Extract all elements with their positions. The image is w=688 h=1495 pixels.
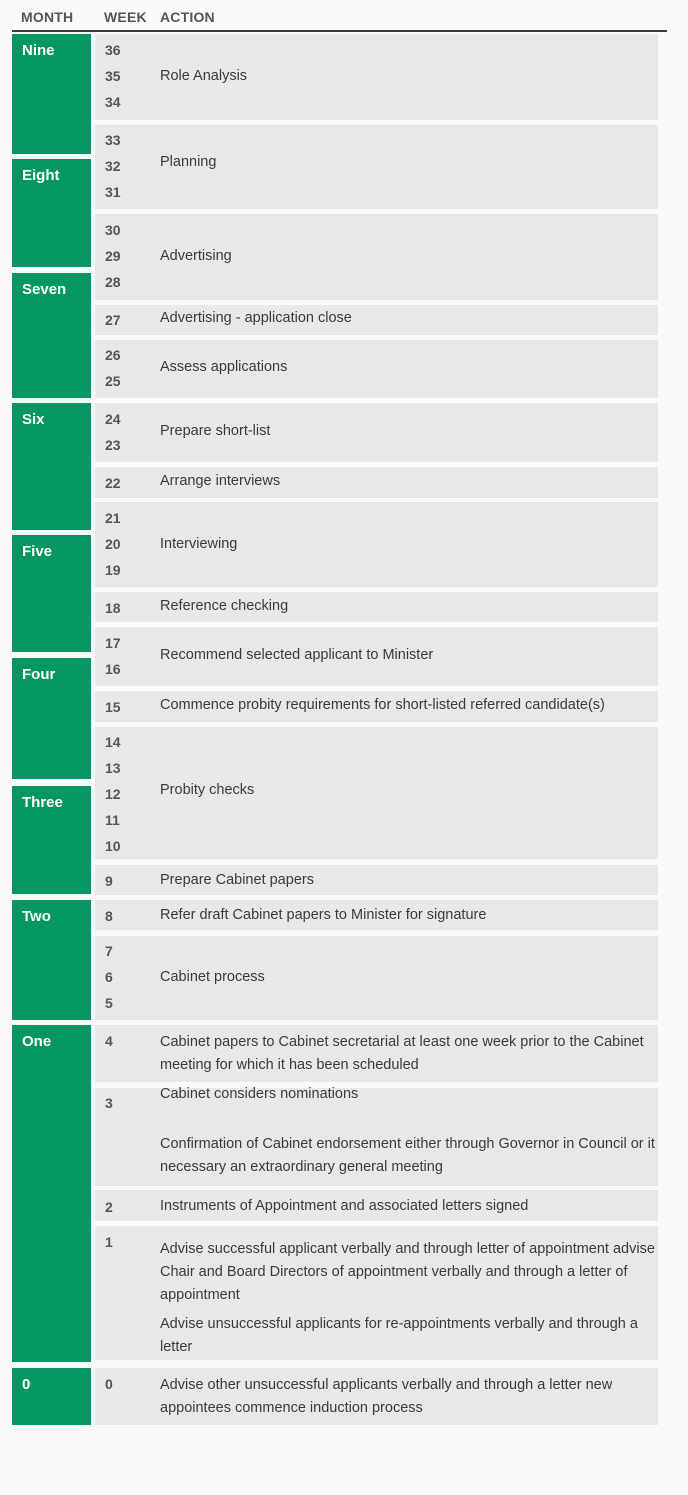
month-label: Two — [22, 908, 51, 925]
week-number: 15 — [105, 699, 121, 715]
action-text: Refer draft Cabinet papers to Minister for signature — [160, 907, 487, 923]
week-number: 28 — [105, 274, 121, 290]
week-number: 19 — [105, 562, 121, 578]
action-text: Cabinet considers nominations — [160, 1086, 359, 1102]
week-number: 22 — [105, 475, 121, 491]
table-row — [95, 900, 658, 930]
week-number: 1 — [105, 1234, 113, 1250]
table-row — [95, 1190, 658, 1221]
week-number: 9 — [105, 873, 113, 889]
week-number: 29 — [105, 248, 121, 264]
week-number: 25 — [105, 373, 121, 389]
action-text: Advise other unsuccessful applicants verbally and through a letter new appointees commence induction process — [160, 1377, 613, 1416]
table-row — [95, 305, 658, 335]
week-column-header: WEEK — [104, 9, 147, 25]
action-text: Confirmation of Cabinet endorsement either through Governor in Council or it necessary an extraordinary general meeting — [160, 1136, 655, 1175]
week-number: 3 — [105, 1095, 113, 1111]
month-block — [12, 900, 91, 1020]
week-number: 18 — [105, 600, 121, 616]
table-row — [95, 34, 658, 120]
table-row — [95, 865, 658, 895]
month-block — [12, 403, 91, 530]
month-label: One — [22, 1033, 52, 1050]
table-row — [95, 1088, 658, 1186]
month-block — [12, 159, 91, 267]
table-row — [95, 502, 658, 587]
table-row — [95, 403, 658, 462]
month-block — [12, 786, 91, 894]
action-text: Role Analysis — [160, 68, 248, 84]
week-number: 34 — [105, 94, 121, 110]
action-text: Instruments of Appointment and associated letters signed — [160, 1198, 529, 1214]
week-number: 0 — [105, 1376, 113, 1392]
action-text: Advise successful applicant verbally and through letter of appointment advise Chair and Board Directors of appointment verbally and through a letter of appointment — [160, 1241, 655, 1303]
month-block — [12, 34, 91, 154]
month-block — [12, 273, 91, 398]
action-text: Prepare short-list — [160, 423, 271, 439]
week-number: 21 — [105, 510, 121, 526]
week-number: 17 — [105, 635, 121, 651]
action-text: Cabinet process — [160, 969, 265, 985]
week-number: 14 — [105, 734, 121, 750]
header-divider — [12, 30, 667, 32]
week-number: 16 — [105, 661, 121, 677]
action-text: Advertising - application close — [160, 310, 352, 326]
month-label: Three — [22, 794, 63, 811]
action-text: Commence probity requirements for short-listed referred candidate(s) — [160, 697, 605, 713]
week-number: 10 — [105, 838, 121, 854]
month-label: Six — [22, 411, 45, 428]
week-number: 24 — [105, 411, 121, 427]
table-row — [95, 467, 658, 498]
week-number: 27 — [105, 312, 121, 328]
week-number: 8 — [105, 908, 113, 924]
table-row — [95, 1368, 658, 1425]
table-row — [95, 936, 658, 1020]
month-label: Seven — [22, 281, 67, 298]
table-row — [95, 627, 658, 686]
action-text: Planning — [160, 154, 217, 170]
month-block — [12, 1368, 91, 1425]
month-column-header: MONTH — [21, 9, 74, 25]
month-block — [12, 658, 91, 779]
table-row — [95, 1025, 658, 1082]
table-row — [95, 340, 658, 398]
week-number: 4 — [105, 1033, 113, 1049]
week-number: 7 — [105, 943, 113, 959]
week-number: 31 — [105, 184, 121, 200]
week-number: 23 — [105, 437, 121, 453]
week-number: 6 — [105, 969, 113, 985]
table-row — [95, 691, 658, 722]
week-number: 11 — [105, 812, 120, 828]
action-text: Reference checking — [160, 598, 289, 614]
week-number: 12 — [105, 786, 121, 802]
action-text: Recommend selected applicant to Minister — [160, 647, 434, 663]
table-row — [95, 125, 658, 209]
week-number: 26 — [105, 347, 121, 363]
month-block — [12, 1025, 91, 1362]
month-label: 0 — [22, 1376, 31, 1393]
table-row — [95, 214, 658, 300]
action-column-header: ACTION — [160, 9, 215, 25]
table-row — [95, 1226, 658, 1360]
table-row — [95, 592, 658, 622]
action-text: Arrange interviews — [160, 473, 281, 489]
week-number: 33 — [105, 132, 121, 148]
week-number: 35 — [105, 68, 121, 84]
action-text: Probity checks — [160, 782, 255, 798]
action-text: Advertising — [160, 248, 232, 264]
action-text: Interviewing — [160, 536, 238, 552]
action-text: Prepare Cabinet papers — [160, 872, 314, 888]
week-number: 20 — [105, 536, 121, 552]
month-label: Four — [22, 666, 56, 683]
week-number: 2 — [105, 1199, 113, 1215]
month-label: Eight — [22, 167, 60, 184]
week-number: 5 — [105, 995, 113, 1011]
week-number: 13 — [105, 760, 121, 776]
action-text: Assess applications — [160, 359, 288, 375]
month-label: Five — [22, 543, 53, 560]
week-number: 30 — [105, 222, 121, 238]
week-number: 36 — [105, 42, 121, 58]
action-text: Cabinet papers to Cabinet secretarial at least one week prior to the Cabinet meeting for which it has been scheduled — [160, 1034, 644, 1073]
action-text: Advise unsuccessful applicants for re-appointments verbally and through a letter — [160, 1316, 638, 1355]
table-row — [95, 727, 658, 859]
month-label: Nine — [22, 42, 55, 59]
month-block — [12, 535, 91, 652]
week-number: 32 — [105, 158, 121, 174]
